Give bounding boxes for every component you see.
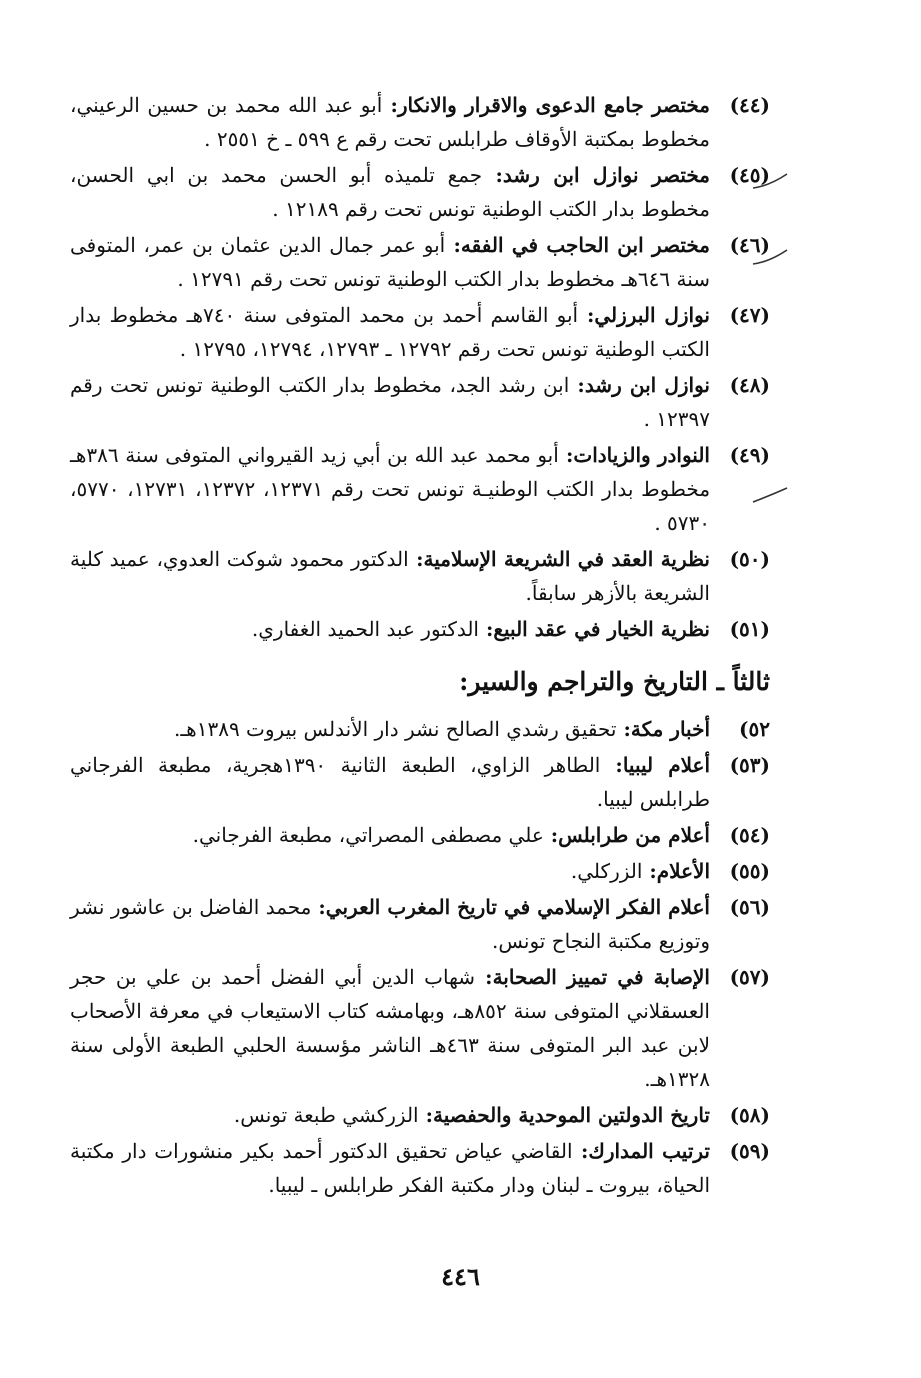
bibliography-entry [70, 612, 770, 646]
bibliography-entry [70, 542, 770, 610]
entry-separator: : [479, 617, 494, 641]
margin-check-mark [751, 168, 791, 194]
entry-details: الزركلي. [570, 859, 643, 883]
entry-number: (٥٥) [729, 859, 770, 883]
bibliography-entry [70, 1134, 770, 1202]
entry-title: النوادر والزيادات [573, 443, 710, 467]
entry-separator: : [418, 1103, 433, 1127]
bibliography-entry [70, 960, 770, 1096]
entry-number: (٤٩) [729, 443, 770, 467]
entry-title: أخبار مكة [630, 717, 710, 741]
entry-details: تحقيق رشدي الصالح نشر دار الأندلس بيروت ١٣٨٩هـ. [173, 717, 617, 741]
entry-details: الدكتور محمود شوكت العدوي، عميد كلية الشريعة بالأزهر سابقاً. [70, 547, 710, 605]
entry-details: شهاب الدين أبي الفضل أحمد بن علي بن حجر العسقلاني المتوفى سنة ٨٥٢هـ، وبهامشه كتاب الاستيعاب في معرفة الأصحاب لابن عبد البر المتوفى سنة ٤٦٣هـ الناشر مؤسسة الحلبي الطبعة الأولى سنة ١٣٢٨هـ. [70, 965, 710, 1091]
manuscripts-list [70, 88, 770, 646]
bibliography-entry [70, 228, 770, 296]
entry-title: أعلام من طرابلس [558, 823, 710, 847]
bibliography-entry [70, 854, 770, 888]
entry-separator: : [382, 93, 398, 117]
entry-details: الزركشي طبعة تونس. [233, 1103, 419, 1127]
entry-title: نوازل البرزلي [594, 303, 710, 327]
entry-number: (٥٠) [729, 547, 770, 571]
bibliography-entry [70, 890, 770, 958]
entry-separator: : [558, 443, 574, 467]
bibliography-entry [70, 438, 770, 540]
entry-title: تاريخ الدولتين الموحدية والحفصية [432, 1103, 710, 1127]
entry-separator: : [572, 1139, 589, 1163]
entry-title: نظرية الخيار في عقد البيع [493, 617, 710, 641]
entry-details: أبو محمد عبد الله بن أبي زيد القيرواني المتوفى سنة ٣٨٦هـ مخطوط بدار الكتب الوطنيـة تونس تحت رقم ١٢٣٧١، ١٢٣٧٢، ١٢٧٣١، ٥٧٧٠، ٥٧٣٠ . [70, 443, 711, 535]
page-number: ٤٤٦ [441, 1262, 480, 1291]
bibliography-entry [70, 298, 770, 366]
entry-details: أبو القاسم أحمد بن محمد المتوفى سنة ٧٤٠هـ مخطوط بدار الكتب الوطنية تونس تحت رقم ١٢٧٩٢ ـ ١٢٧٩٣، ١٢٧٩٤، ١٢٧٩٥ . [70, 303, 710, 361]
bibliography-entry [70, 88, 770, 156]
entry-number: (٥٤) [729, 823, 770, 847]
entry-number: (٤٦) [729, 233, 770, 257]
entry-number: (٥٦) [729, 895, 770, 919]
entry-number: (٥٧) [729, 965, 770, 989]
entry-details: القاضي عياض تحقيق الدكتور أحمد بكير منشورات دار مكتبة الحياة، بيروت ـ لبنان ودار مكتبة الفكر طرابلس ـ ليبيا. [70, 1139, 710, 1197]
entry-separator: : [578, 303, 595, 327]
entry-title: الإصابة في تمييز الصحابة [492, 965, 710, 989]
entry-separator: : [569, 373, 585, 397]
entry-separator: : [642, 859, 657, 883]
margin-check-mark [751, 480, 791, 506]
history-biography-list [70, 712, 770, 1202]
entry-separator: : [311, 895, 326, 919]
bibliography-entry [70, 368, 770, 436]
entry-details: الدكتور عبد الحميد الغفاري. [251, 617, 479, 641]
entry-number: (٤٥) [729, 163, 770, 187]
bibliography-entry [70, 158, 770, 226]
entry-number: (٤٨) [729, 373, 770, 397]
entry-title: الأعلام [656, 859, 710, 883]
margin-check-mark [751, 244, 791, 270]
entry-separator: : [475, 965, 493, 989]
entry-title: نظرية العقد في الشريعة الإسلامية [423, 547, 710, 571]
entry-title: نوازل ابن رشد [584, 373, 710, 397]
entry-separator: : [408, 547, 424, 571]
entry-number: (٥١) [729, 617, 770, 641]
entry-title: أعلام الفكر الإسلامي في تاريخ المغرب العربي [325, 895, 710, 919]
bibliography-entry [70, 1098, 770, 1132]
bibliography-entry [70, 712, 770, 746]
entry-number: (٤٤) [729, 93, 770, 117]
entry-number: (٥٨) [729, 1103, 770, 1127]
entry-separator: : [445, 233, 461, 257]
entry-title: مختصر جامع الدعوى والاقرار والانكار [397, 93, 710, 117]
bibliography-entry [70, 748, 770, 816]
entry-separator: : [616, 717, 631, 741]
bibliography-page [70, 88, 770, 1204]
section-heading: ثالثاً ـ التاريخ والتراجم والسير: [459, 667, 770, 696]
entry-details: الطاهر الزاوي، الطبعة الثانية ١٣٩٠هجرية، مطبعة الفرجاني طرابلس ليبيا. [70, 753, 710, 811]
bibliography-entry [70, 818, 770, 852]
entry-title: ترتيب المدارك [588, 1139, 710, 1163]
entry-number: (٤٧) [729, 303, 770, 327]
entry-separator: : [482, 163, 503, 187]
entry-details: محمد الفاضل بن عاشور نشر وتوزيع مكتبة النجاح تونس. [70, 895, 710, 953]
entry-number: (٥٩) [729, 1139, 770, 1163]
entry-details: جمع تلميذه أبو الحسن محمد بن ابي الحسن، مخطوط بدار الكتب الوطنية تونس تحت رقم ١٢١٨٩ . [70, 163, 710, 221]
entry-separator: : [600, 753, 623, 777]
entry-details: ابن رشد الجد، مخطوط بدار الكتب الوطنية تونس تحت رقم ١٢٣٩٧ . [70, 373, 710, 431]
entry-details: أبو عبد الله محمد بن حسين الرعيني، مخطوط بمكتبة الأوقاف طرابلس تحت رقم ع ٥٩٩ ـ خ ٢٥٥١ . [70, 93, 710, 151]
entry-title: أعلام ليبيا [622, 753, 710, 777]
entry-details: أبو عمر جمال الدين عثمان بن عمر، المتوفى سنة ٦٤٦هـ مخطوط بدار الكتب الوطنية تونس تحت رقم ١٢٧٩١ . [70, 233, 710, 291]
entry-title: مختصر ابن الحاجب في الفقه [460, 233, 710, 257]
entry-separator: : [543, 823, 559, 847]
entry-number: (٥٣) [729, 753, 770, 777]
entry-title: مختصر نوازل ابن رشد [502, 163, 710, 187]
entry-details: علي مصطفى المصراتي، مطبعة الفرجاني. [192, 823, 544, 847]
entry-number: ٥٢) [739, 717, 770, 741]
